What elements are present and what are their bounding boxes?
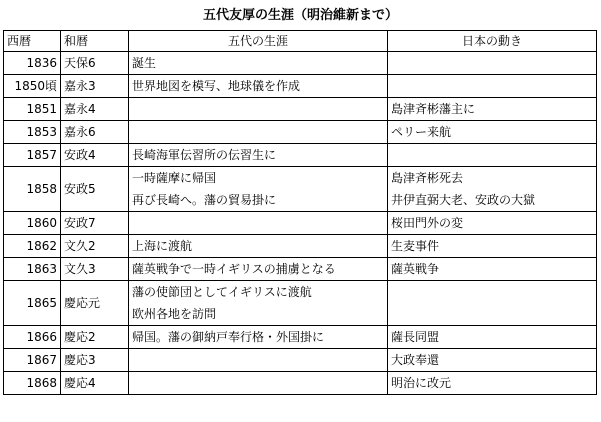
japan-line: 島津斉彬死去 (391, 171, 464, 185)
year-cell: 1865 (4, 281, 61, 326)
era-cell: 嘉永6 (61, 121, 129, 144)
table-row (4, 212, 597, 235)
era-cell: 文久2 (61, 235, 129, 258)
japan-cell (388, 258, 597, 281)
year-cell: 1850頃 (4, 75, 61, 98)
japan-cell (388, 235, 597, 258)
japan-cell (388, 144, 597, 167)
japan-cell (388, 326, 597, 349)
table-row (4, 52, 597, 75)
table-row (4, 326, 597, 349)
life-line: 世界地図を模写、地球儀を作成 (132, 79, 301, 93)
life-cell (129, 167, 388, 212)
life-cell (129, 98, 388, 121)
year-cell: 1860 (4, 212, 61, 235)
year-cell: 1836 (4, 52, 61, 75)
table-row (4, 258, 597, 281)
era-cell: 慶応3 (61, 349, 129, 372)
table-row (4, 144, 597, 167)
era-cell: 安政7 (61, 212, 129, 235)
year-cell: 1853 (4, 121, 61, 144)
year-cell: 1868 (4, 372, 61, 395)
life-line: 欧州各地を訪問 (132, 307, 217, 321)
life-cell (129, 75, 388, 98)
japan-line: 島津斉彬藩主に (391, 102, 476, 116)
life-cell (129, 326, 388, 349)
japan-line: 大政奉還 (391, 353, 440, 367)
header-life: 五代の生涯 (129, 31, 388, 52)
table-row (4, 98, 597, 121)
life-cell (129, 349, 388, 372)
life-line: 上海に渡航 (132, 239, 193, 253)
table-row (4, 281, 597, 326)
table-row (4, 372, 597, 395)
header-era: 和暦 (61, 31, 129, 52)
era-cell: 嘉永4 (61, 98, 129, 121)
era-cell: 慶応元 (61, 281, 129, 326)
japan-cell (388, 52, 597, 75)
era-cell: 文久3 (61, 258, 129, 281)
life-line: 帰国。藩の御納戸奉行格・外国掛に (132, 330, 325, 344)
life-cell (129, 281, 388, 326)
era-cell: 慶応4 (61, 372, 129, 395)
life-cell (129, 372, 388, 395)
life-line: 一時薩摩に帰国 (132, 171, 217, 185)
life-cell (129, 212, 388, 235)
year-cell: 1858 (4, 167, 61, 212)
japan-cell (388, 349, 597, 372)
japan-line: 明治に改元 (391, 376, 452, 390)
header-year: 西暦 (4, 31, 61, 52)
table-row (4, 167, 597, 212)
era-cell: 安政4 (61, 144, 129, 167)
life-line: 藩の使節団としてイギリスに渡航 (132, 285, 312, 299)
japan-cell (388, 121, 597, 144)
japan-line: 桜田門外の変 (391, 216, 464, 230)
table-row (4, 75, 597, 98)
era-cell: 慶応2 (61, 326, 129, 349)
table-row (4, 121, 597, 144)
table-row (4, 349, 597, 372)
japan-cell (388, 281, 597, 326)
year-cell: 1857 (4, 144, 61, 167)
life-cell (129, 121, 388, 144)
year-cell: 1863 (4, 258, 61, 281)
era-cell: 嘉永3 (61, 75, 129, 98)
life-cell (129, 258, 388, 281)
year-cell: 1867 (4, 349, 61, 372)
timeline-body (4, 52, 597, 395)
table-header-row (4, 31, 597, 52)
japan-line: 井伊直弼大老、安政の大獄 (391, 193, 536, 207)
life-cell (129, 144, 388, 167)
year-cell: 1851 (4, 98, 61, 121)
japan-cell (388, 372, 597, 395)
era-cell: 安政5 (61, 167, 129, 212)
japan-cell (388, 98, 597, 121)
life-line: 再び長崎へ。藩の貿易掛に (132, 193, 277, 207)
life-cell (129, 235, 388, 258)
life-line: 誕生 (132, 56, 157, 70)
japan-line: ペリー来航 (391, 125, 452, 139)
page-title: 五代友厚の生涯（明治維新まで） (202, 8, 398, 23)
life-line: 薩英戦争で一時イギリスの捕虜となる (132, 262, 336, 276)
year-cell: 1862 (4, 235, 61, 258)
japan-cell (388, 75, 597, 98)
life-line: 長崎海軍伝習所の伝習生に (132, 148, 277, 162)
japan-line: 薩長同盟 (391, 330, 440, 344)
table-row (4, 235, 597, 258)
year-cell: 1866 (4, 326, 61, 349)
japan-cell (388, 167, 597, 212)
timeline-table (3, 30, 597, 395)
japan-line: 薩英戦争 (391, 262, 440, 276)
japan-line: 生麦事件 (391, 239, 440, 253)
era-cell: 天保6 (61, 52, 129, 75)
header-japan: 日本の動き (388, 31, 597, 52)
japan-cell (388, 212, 597, 235)
life-cell (129, 52, 388, 75)
